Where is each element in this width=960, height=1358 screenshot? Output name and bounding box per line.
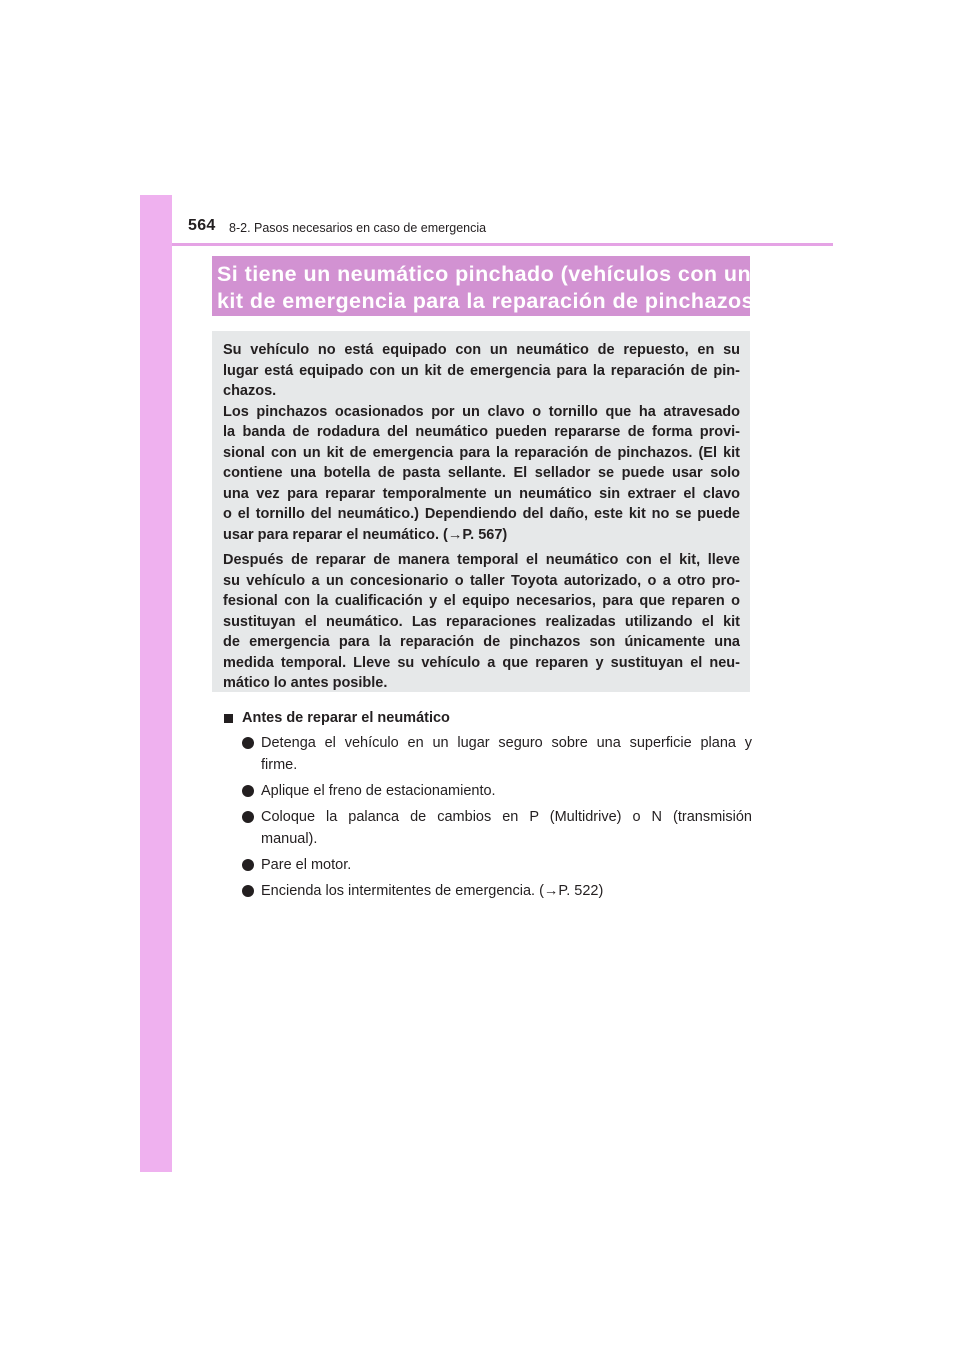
list-item-line: Detenga el vehículo en un lugar seguro sobre una superficie plana y: [261, 735, 752, 751]
text-line: de emergencia para la reparación de pinchazos son únicamente una: [223, 634, 740, 650]
text-line: o el tornillo del neumático.) Dependiendo del daño, este kit no se puede: [223, 506, 740, 522]
bullet-dot-icon: [242, 785, 254, 797]
list-item-line: Pare el motor.: [261, 857, 352, 873]
section-path: 8-2. Pasos necesarios en caso de emergencia: [229, 221, 487, 235]
intro-paragraph-3: [223, 550, 740, 694]
text-line: una vez para reparar temporalmente un neumático sin extraer el clavo: [223, 485, 740, 502]
text-line: Los pinchazos ocasionados por un clavo o tornillo que ha atravesado: [223, 403, 740, 420]
list-item: [222, 854, 752, 876]
list-item-line: Coloque la palanca de cambios en P (Multidrive) o N (transmisión: [261, 809, 752, 825]
list-item: [222, 880, 752, 902]
header-divider: [172, 243, 833, 246]
square-bullet-icon: [224, 714, 233, 723]
list-item: [222, 806, 752, 850]
page-reference-link[interactable]: Encienda los intermitentes de emergencia. (→P. 522): [261, 883, 604, 899]
section-title-line-2: kit de emergencia para la reparación de pinchazos): [217, 288, 762, 313]
bullet-dot-icon: [242, 859, 254, 871]
text-line: su vehículo a un concesionario o taller Toyota autorizado, o a otro pro-: [223, 572, 740, 589]
intro-paragraph-1: [223, 340, 740, 402]
text-line: Su vehículo no está equipado con un neumático de repuesto, en su: [223, 342, 740, 358]
bullet-dot-icon: [242, 885, 254, 897]
text-line: chazos.: [223, 383, 277, 399]
bullet-dot-icon: [242, 811, 254, 823]
page-number: 564: [188, 217, 216, 234]
chapter-side-tab: [140, 195, 172, 1172]
list-item-line: Aplique el freno de estacionamiento.: [261, 783, 496, 799]
text-line: lugar está equipado con un kit de emergencia para la reparación de pin-: [223, 362, 740, 379]
text-line: fesional con la cualificación y el equipo necesarios, para que reparen o: [223, 593, 740, 609]
page-reference-link[interactable]: usar para reparar el neumático. (→P. 567): [223, 526, 508, 543]
text-line: Después de reparar de manera temporal el neumático con el kit, lleve: [223, 552, 740, 568]
text-line: medida temporal. Lleve su vehículo a que reparen y sustituyan el neu-: [223, 654, 740, 671]
section-title-line-1: Si tiene un neumático pinchado (vehículos con un: [217, 262, 752, 286]
intro-box: [212, 331, 750, 692]
bullet-dot-icon: [242, 737, 254, 749]
text-line: sustituyan el neumático. Las reparaciones realizadas utilizando el kit: [223, 613, 740, 630]
before-repair-section: [222, 708, 752, 906]
text-line: la banda de rodadura del neumático pueden repararse de forma provi-: [223, 424, 740, 440]
intro-paragraph-2: [223, 402, 740, 546]
list-item: [222, 732, 752, 776]
list-item: [222, 780, 752, 802]
text-line: sional con un kit de emergencia para la reparación de pinchazos. (El kit: [223, 444, 740, 461]
text-line: contiene una botella de pasta sellante. El sellador se puede usar solo: [223, 465, 740, 481]
section-title: [212, 256, 762, 316]
subsection-heading: [222, 708, 752, 728]
list-item-line: manual).: [261, 831, 318, 847]
text-line: mático lo antes posible.: [223, 675, 388, 691]
step-list: [222, 732, 752, 902]
subsection-heading-text: Antes de reparar el neumático: [242, 710, 450, 726]
list-item-line: firme.: [261, 757, 298, 773]
